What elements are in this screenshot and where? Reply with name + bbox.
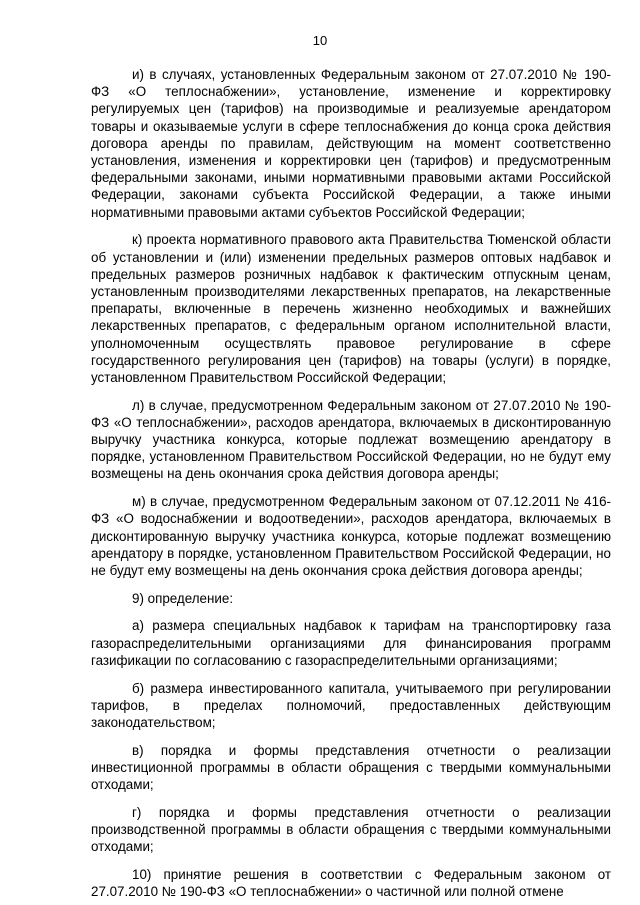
- paragraph-i: и) в случаях, установленных Федеральным законом от 27.07.2010 № 190-ФЗ «О теплоснабжении», установление, изменение и корректировку регулируемых цен (тарифов) на производимые и реализуемые арендатором товары и оказываемые услуги в сфере теплоснабжения до конца срока действия договора аренды по правилам, действующим на момент соответственно установления, изменения и корректировки цен (тарифов) и предусмотренным федеральными законами, иными нормативными правовыми актами Российской Федерации, законами субъекта Российской Федерации, а также иными нормативными правовыми актами субъектов Российской Федерации;: [91, 67, 611, 220]
- paragraph-9v: в) порядка и формы представления отчетности о реализации инвестиционной программы в области обращения с твердыми коммунальными отходами;: [91, 742, 611, 793]
- paragraph-m: м) в случае, предусмотренном Федеральным законом от 07.12.2011 № 416-ФЗ «О водоснабжении и водоотведении», расходов арендатора, включаемых в дисконтированную выручку участника конкурса, которые подлежат возмещению арендатору в порядке, установленном Правительством Российской Федерации, но не будут ему возмещены на день окончания срока действия договора аренды;: [91, 494, 611, 578]
- paragraph-9b: б) размера инвестированного капитала, учитываемого при регулировании тарифов, в пределах полномочий, предоставленных действующим законодательством;: [91, 680, 611, 730]
- paragraph-9a: а) размера специальных надбавок к тарифам на транспортировку газа газораспределительными организациями для финансирования программ газификации по согласованию с газораспределительными организациями;: [91, 618, 611, 668]
- page-number: 10: [312, 33, 328, 48]
- paragraph-9g: г) порядка и формы представления отчетности о реализации производственной программы в области обращения с твердыми коммунальными отходами;: [91, 804, 611, 855]
- document-body: [91, 66, 611, 900]
- paragraph-9: 9) определение:: [132, 590, 234, 606]
- paragraph-l: л) в случае, предусмотренном Федеральным законом от 27.07.2010 № 190-ФЗ «О теплоснабжении», расходов арендатора, включаемых в дисконтированную выручку участника конкурса, которые подлежат возмещению арендатору в порядке, установленном Правительством Российской Федерации, но не будут ему возмещены на день окончания срока действия договора аренды;: [91, 397, 611, 482]
- paragraph-k: к) проекта нормативного правового акта Правительства Тюменской области об установлении и (или) изменении предельных размеров оптовых надбавок и предельных размеров розничных надбавок к фактическим отпускным ценам, установленным производителями лекарственных препаратов, на лекарственные препараты, включенные в перечень жизненно необходимых и важнейших лекарственных препаратов, с федеральным органом исполнительной власти, уполномоченным осуществлять правовое регулирование в сфере государственного регулирования цен (тарифов) на товары (услуги) в порядке, установленном Правительством Российской Федерации;: [91, 232, 611, 385]
- paragraph-10: 10) принятие решения в соответствии с Федеральным законом от 27.07.2010 № 190-ФЗ «О теплоснабжении» о частичной или полной отмене: [91, 866, 611, 900]
